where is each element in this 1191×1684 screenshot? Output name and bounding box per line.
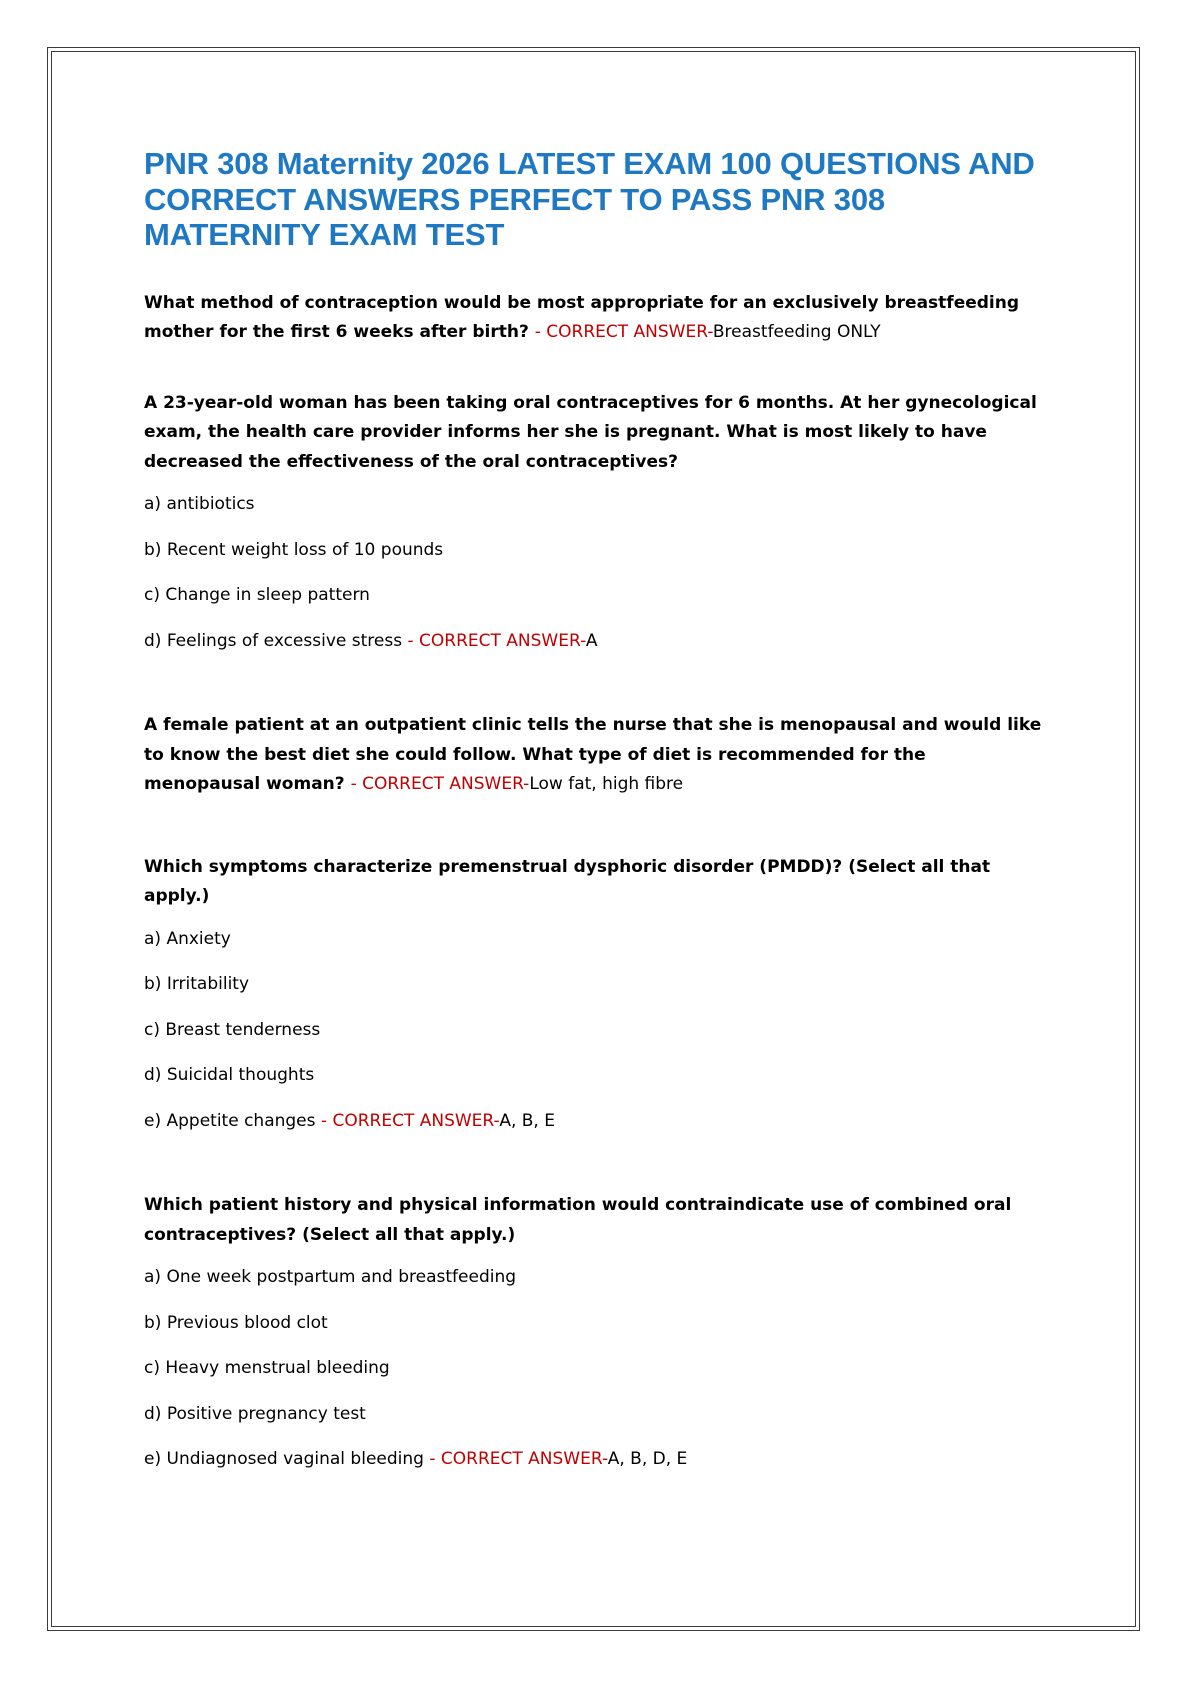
answer-option: c) Change in sleep pattern bbox=[144, 585, 370, 605]
question-block bbox=[144, 1191, 1044, 1475]
question-stem: A 23-year-old woman has been taking oral contraceptives for 6 months. At her gynecological exam, the health care provider informs her she is pregnant. What is most likely to have decreased the effectiveness of the oral contraceptives? bbox=[144, 392, 1037, 472]
correct-answer-value: Breastfeeding ONLY bbox=[712, 322, 881, 342]
answer-option: b) Previous blood clot bbox=[144, 1312, 328, 1333]
answer-option: c) Breast tenderness bbox=[144, 1019, 321, 1040]
correct-answer-value: A, B, E bbox=[499, 1110, 555, 1131]
question-stem bbox=[144, 289, 1044, 348]
document-title: PNR 308 Maternity 2026 LATEST EXAM 100 QUESTIONS AND CORRECT ANSWERS PERFECT TO PASS PNR 308 MATERNITY EXAM TEST bbox=[144, 146, 1035, 252]
answer-option: b) Recent weight loss of 10 pounds bbox=[144, 539, 444, 560]
option-text: e) Undiagnosed vaginal bleeding bbox=[144, 1449, 424, 1469]
option-text: d) Feelings of excessive stress bbox=[144, 630, 403, 651]
question-stem: Which patient history and physical information would contraindicate use of combined oral contraceptives? (Select all that apply.) bbox=[144, 1195, 1012, 1245]
correct-answer-marker: - CORRECT ANSWER- bbox=[429, 1449, 608, 1469]
answer-option: a) Anxiety bbox=[144, 928, 231, 949]
question-block bbox=[144, 289, 1044, 348]
answer-option-last bbox=[144, 1107, 1044, 1137]
correct-answer-marker: - CORRECT ANSWER- bbox=[320, 1110, 500, 1131]
answer-option: a) antibiotics bbox=[144, 494, 255, 514]
correct-answer-value: Low fat, high fibre bbox=[529, 774, 684, 794]
question-text: A female patient at an outpatient clinic tells the nurse that she is menopausal and would like to know the best diet she could follow. What type of diet is recommended for the menopausal woman? bbox=[144, 715, 1042, 794]
correct-answer-value: A, B, D, E bbox=[607, 1449, 688, 1469]
question-block bbox=[144, 389, 1044, 657]
question-text: What method of contraception would be most appropriate for an exclusively breastfeeding mother for the first 6 weeks after birth? bbox=[144, 292, 1020, 342]
correct-answer-marker: - CORRECT ANSWER- bbox=[350, 774, 530, 794]
answer-option: d) Positive pregnancy test bbox=[144, 1403, 366, 1424]
answer-option-last bbox=[144, 1445, 1044, 1475]
question-block bbox=[144, 711, 1044, 800]
document-content bbox=[144, 146, 1044, 1475]
correct-answer-value: A bbox=[585, 630, 598, 651]
correct-answer-marker: - CORRECT ANSWER- bbox=[407, 630, 586, 651]
answer-option: d) Suicidal thoughts bbox=[144, 1065, 315, 1085]
option-text: e) Appetite changes bbox=[144, 1110, 316, 1131]
question-stem bbox=[144, 711, 1044, 800]
correct-answer-marker: - CORRECT ANSWER- bbox=[534, 322, 713, 342]
answer-option: c) Heavy menstrual bleeding bbox=[144, 1358, 390, 1378]
question-stem: Which symptoms characterize premenstrual dysphoric disorder (PMDD)? (Select all that apply.) bbox=[144, 856, 991, 906]
answer-option: a) One week postpartum and breastfeeding bbox=[144, 1267, 517, 1287]
answer-option-last bbox=[144, 627, 1044, 657]
answer-option: b) Irritability bbox=[144, 974, 250, 994]
question-block bbox=[144, 853, 1044, 1137]
